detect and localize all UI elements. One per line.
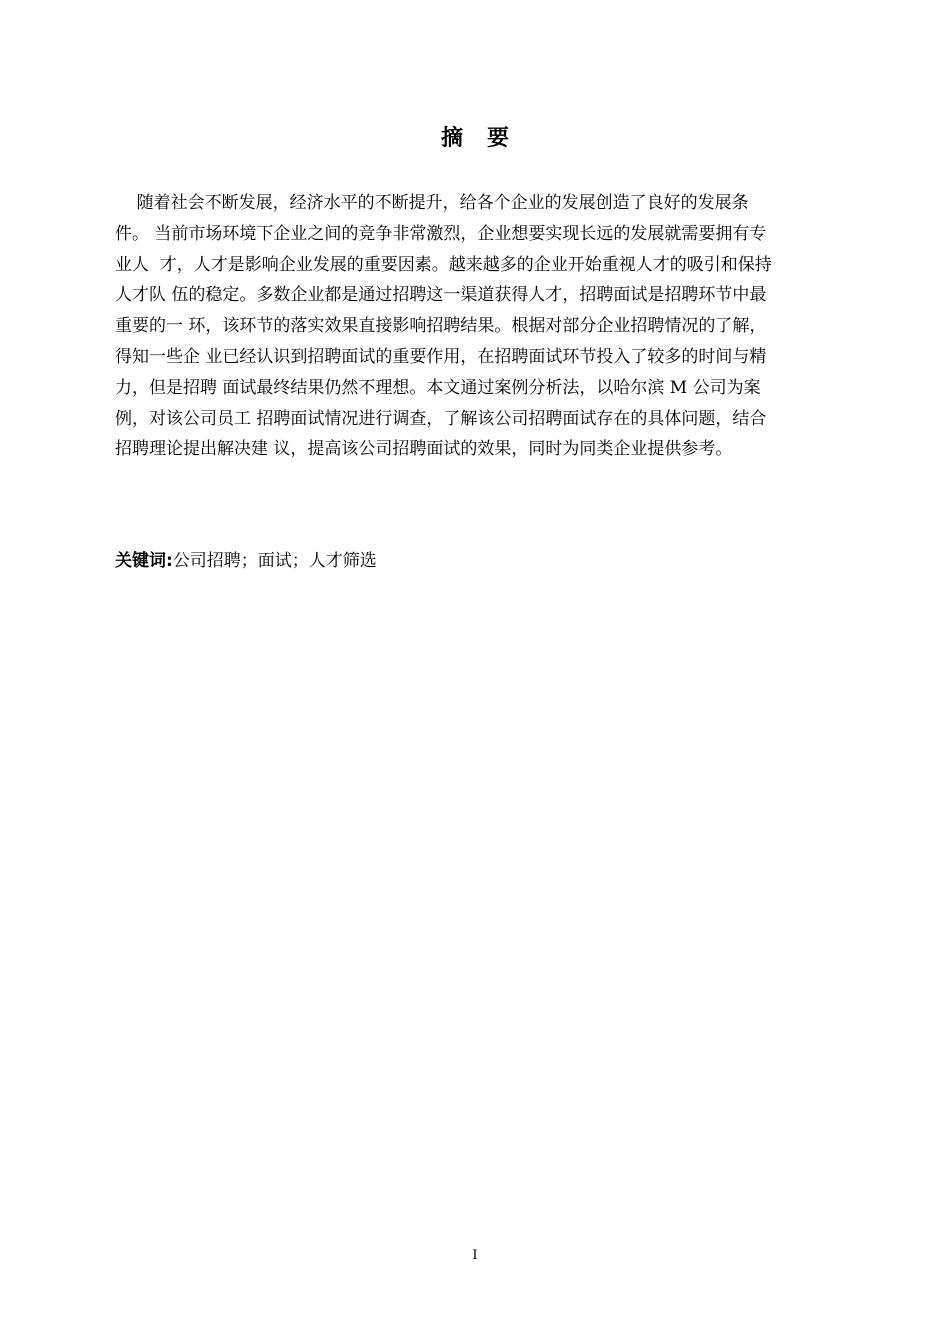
abstract-line: 业人 才，人才是影响企业发展的重要因素。越来越多的企业开始重视人才的吸引和保持 — [115, 254, 772, 275]
keywords-value: 公司招聘；面试；人才筛选 — [172, 551, 377, 571]
abstract-line: 随着社会不断发展，经济水平的不断提升，给各个企业的发展创造了良好的发展条 — [115, 193, 749, 213]
abstract-line: 力，但是招聘 面试最终结果仍然不理想。本文通过案例分析法，以哈尔滨 M 公司为案 — [115, 377, 761, 398]
abstract-line: 得知一些企 业已经认识到招聘面试的重要作用，在招聘面试环节投入了较多的时间与精 — [115, 346, 767, 367]
abstract-line: 重要的一 环，该环节的落实效果直接影响招聘结果。根据对部分企业招聘情况的了解， — [115, 316, 767, 337]
abstract-line: 例，对该公司员工 招聘面试情况进行调查，了解该公司招聘面试存在的具体问题，结合 — [115, 408, 767, 429]
page-title: 摘要 — [440, 126, 533, 151]
abstract-line: 招聘理论提出解决建 议，提高该公司招聘面试的效果，同时为同类企业提供参考。 — [115, 439, 733, 460]
page-number: I — [472, 1248, 478, 1263]
keywords-line — [115, 546, 835, 576]
abstract-body — [115, 188, 835, 465]
abstract-line: 件。 当前市场环境下企业之间的竞争非常激烈，企业想要实现长远的发展就需要拥有专 — [115, 223, 767, 244]
abstract-line: 人才队 伍的稳定。多数企业都是通过招聘这一渠道获得人才，招聘面试是招聘环节中最 — [115, 285, 767, 306]
keywords-label: 关键词: — [115, 551, 173, 571]
